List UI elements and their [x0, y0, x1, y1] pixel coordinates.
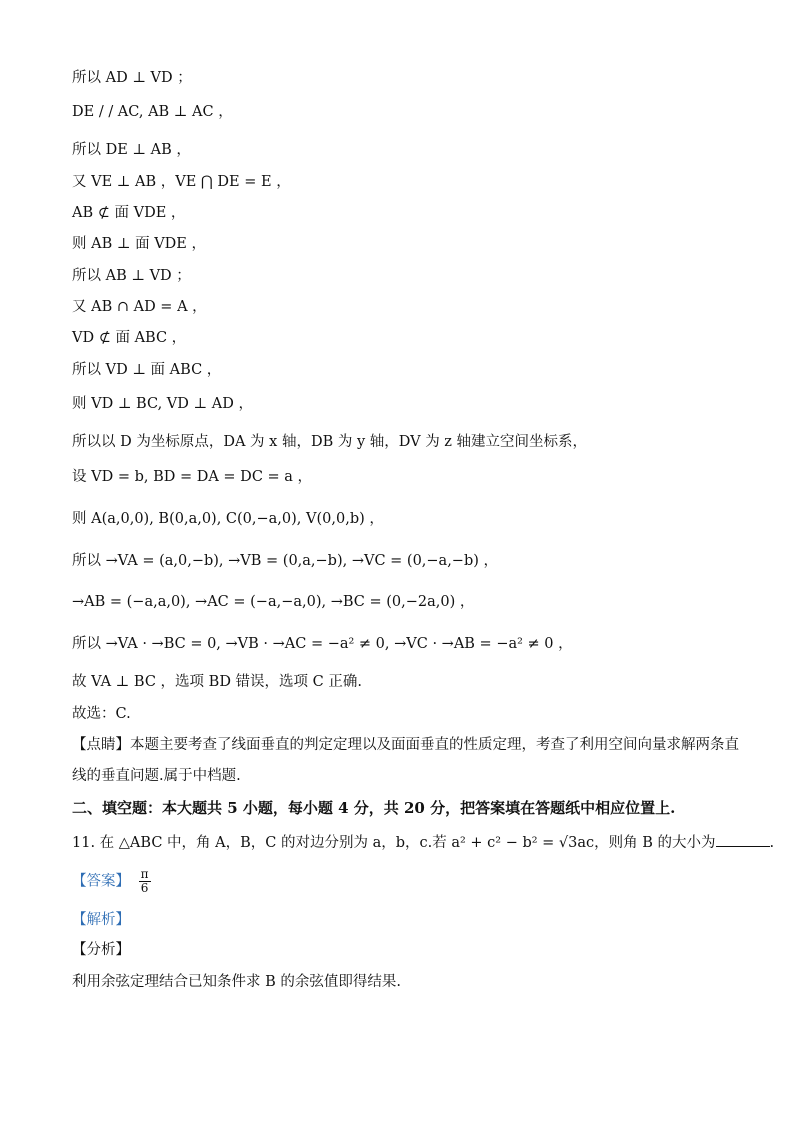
answer-fraction [139, 868, 151, 895]
analysis-label: 【解析】 [72, 912, 130, 928]
line-15: 所以 →VA = (a,0,−b), →VB = (0,a,−b), →VC = (0,−a,−b) ， [72, 553, 499, 569]
line-13: 设 VD = b, BD = DA = DC = a ， [72, 469, 313, 485]
line-1: 所以 AD ⊥ VD ； [72, 70, 192, 86]
answer-blank [716, 832, 770, 847]
fenxi-text: 利用余弦定理结合已知条件求 B 的余弦值即得结果. [72, 974, 401, 990]
line-14: 则 A(a,0,0), B(0,a,0), C(0,−a,0), V(0,0,b) ， [72, 511, 384, 527]
line-2: DE / / AC, AB ⊥ AC ， [72, 104, 233, 120]
fenxi-label: 【分析】 [72, 942, 130, 958]
question-text-end: . [769, 835, 775, 851]
section-title: 二、填空题：本大题共 5 小题，每小题 4 分，共 20 分，把答案填在答题纸中相应位置上. [72, 799, 676, 817]
line-8: 又 AB ∩ AD = A ， [72, 299, 207, 315]
answer-denominator: 6 [140, 881, 149, 895]
answer-row [72, 868, 151, 895]
line-19: 故选：C. [72, 706, 131, 722]
line-17: 所以 →VA · →BC = 0, →VB · →AC = −a² ≠ 0, →VC · →AB = −a² ≠ 0 ， [72, 636, 573, 652]
line-16: →AB = (−a,a,0), →AC = (−a,−a,0), →BC = (0,−2a,0) ， [72, 594, 475, 610]
line-11: 则 VD ⊥ BC, VD ⊥ AD ， [72, 396, 253, 412]
answer-numerator: π [140, 867, 149, 881]
line-3: 所以 DE ⊥ AB ， [72, 142, 191, 158]
line-7: 所以 AB ⊥ VD ； [72, 268, 191, 284]
line-9: VD ⊄ 面 ABC ， [72, 330, 187, 346]
question-11 [72, 832, 774, 853]
line-5: AB ⊄ 面 VDE ， [72, 205, 186, 221]
line-6: 则 AB ⊥ 面 VDE ， [72, 236, 206, 252]
line-12: 所以以 D 为坐标原点，DA 为 x 轴，DB 为 y 轴，DV 为 z 轴建立空间坐标系， [72, 434, 588, 450]
line-21: 线的垂直问题.属于中档题. [72, 768, 241, 784]
question-text: 在 △ABC 中，角 A，B，C 的对边分别为 a，b，c.若 a² + c² − b² = √3ac，则角 B 的大小为 [99, 835, 716, 851]
line-20: 【点睛】本题主要考查了线面垂直的判定定理以及面面垂直的性质定理，考查了利用空间向量求解两条直 [72, 737, 739, 753]
answer-label: 【答案】 [72, 873, 130, 890]
line-4: 又 VE ⊥ AB ，VE ⋂ DE = E ， [72, 174, 291, 190]
line-10: 所以 VD ⊥ 面 ABC ， [72, 362, 222, 378]
question-number: 11. [72, 835, 96, 851]
line-18: 故 VA ⊥ BC ，选项 BD 错误，选项 C 正确. [72, 674, 362, 690]
